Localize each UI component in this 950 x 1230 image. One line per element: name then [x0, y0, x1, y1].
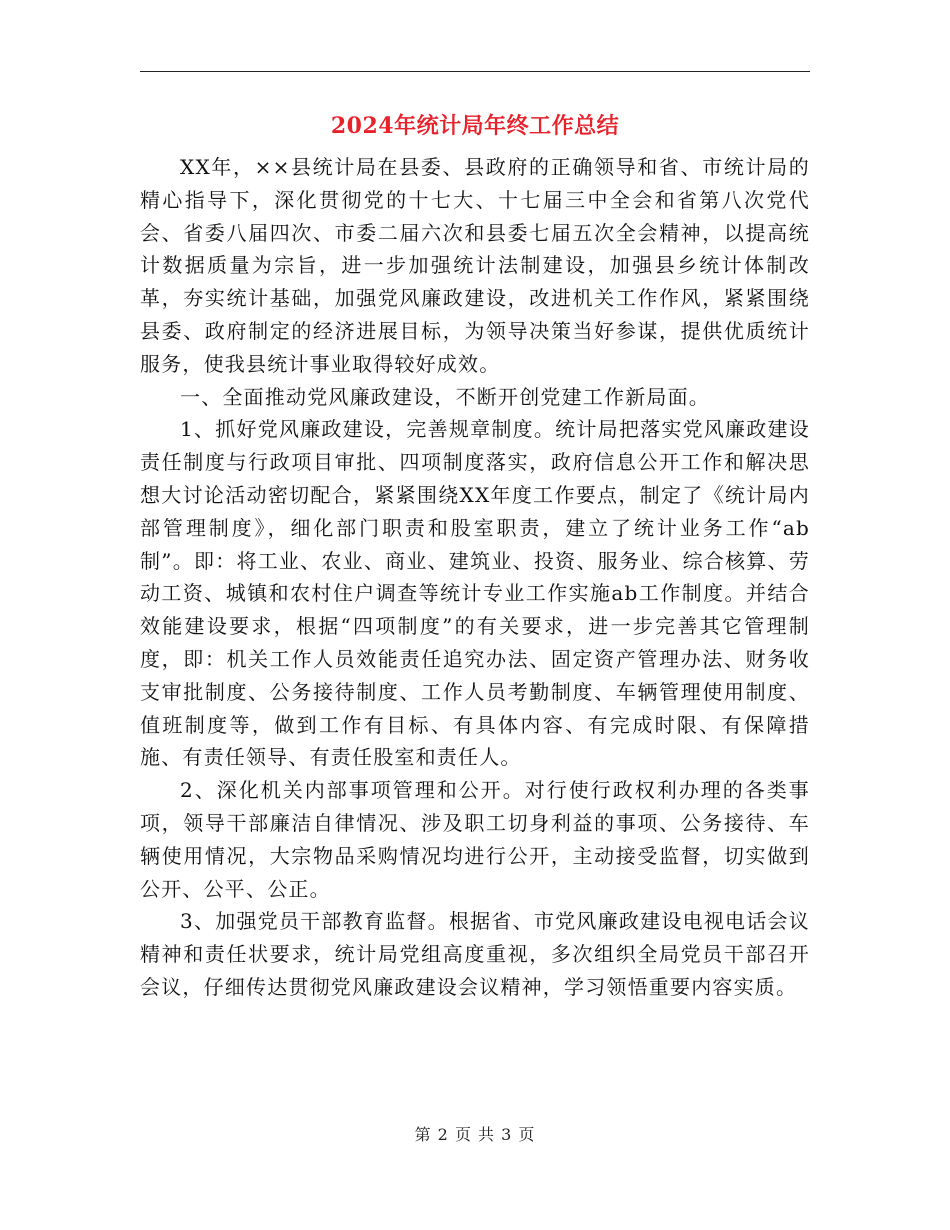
document-body [140, 151, 810, 1004]
document-title: 2024年统计局年终工作总结 [330, 113, 620, 139]
paragraph-item-2: 2、深化机关内部事项管理和公开。对行使行政权利办理的各类事项，领导干部廉洁自律情况、涉及职工切身利益的事项、公务接待、车辆使用情况，大宗物品采购情况均进行公开，主动接受监督，切实做到公开、公平、公正。 [140, 778, 810, 901]
paragraph-section-heading: 一、全面推动党风廉政建设，不断开创党建工作新局面。 [180, 384, 710, 409]
paragraph-intro: XX年，××县统计局在县委、县政府的正确领导和省、市统计局的精心指导下，深化贯彻党的十七大、十七届三中全会和省第八次党代会、省委八届四次、市委二届六次和县委七届五次全会精神，以提高统计数据质量为宗旨，进一步加强统计法制建设，加强县乡统计体制改革，夯实统计基础，加强党风廉政建设，改进机关工作作风，紧紧围绕县委、政府制定的经济进展目标，为领导决策当好参谋，提供优质统计服务，使我县统计事业取得较好成效。 [140, 155, 810, 376]
paragraph-item-3: 3、加强党员干部教育监督。根据省、市党风廉政建设电视电话会议精神和责任状要求，统计局党组高度重视，多次组织全局党员干部召开会议，仔细传达贯彻党风廉政建设会议精神，学习领悟重要内容实质。 [140, 909, 810, 999]
page-number: 第 2 页 共 3 页 [414, 1125, 536, 1144]
header-rule [140, 71, 810, 72]
paragraph-item-1: 1、抓好党风廉政建设，完善规章制度。统计局把落实党风廉政建设责任制度与行政项目审批、四项制度落实，政府信息公开工作和解决思想大讨论活动密切配合，紧紧围绕XX年度工作要点，制定了《统计局内部管理制度》，细化部门职责和股室职责，建立了统计业务工作“ab制”。即：将工业、农业、商业、建筑业、投资、服务业、综合核算、劳动工资、城镇和农村住户调查等统计专业工作实施ab工作制度。并结合效能建设要求，根据“四项制度”的有关要求，进一步完善其它管理制度，即：机关工作人员效能责任追究办法、固定资产管理办法、财务收支审批制度、公务接待制度、工作人员考勤制度、车辆管理使用制度、值班制度等，做到工作有目标、有具体内容、有完成时限、有保障措施、有责任领导、有责任股室和责任人。 [140, 417, 810, 770]
